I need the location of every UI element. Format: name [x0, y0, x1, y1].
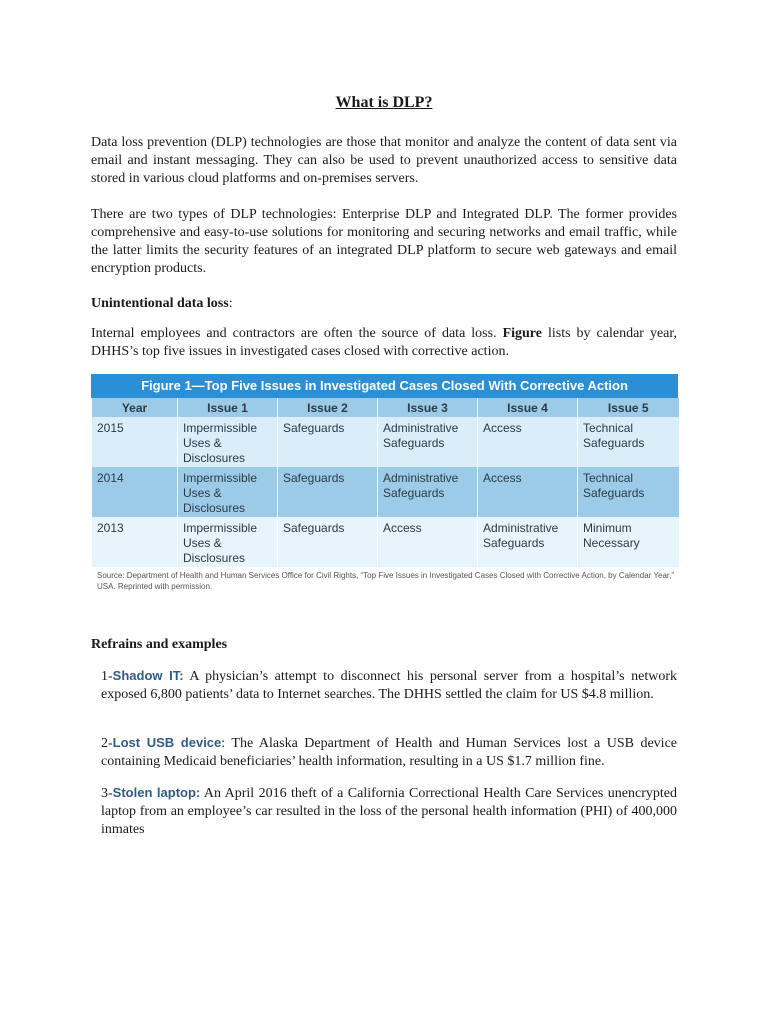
table-cell: Administrative Safeguards — [478, 517, 578, 567]
unintentional-heading-colon: : — [228, 296, 233, 311]
list-item — [101, 784, 677, 839]
table-cell: Impermissible Uses & Disclosures — [178, 417, 278, 467]
list-item-text: An April 2016 theft of a California Correctional Health Care Services unencrypted laptop from an employee’s car resulted in the loss of the personal health information (PHI) of 400,000 inmates — [101, 786, 677, 837]
figure-reference: Figure — [502, 326, 542, 341]
table-header-row — [92, 398, 679, 417]
table-cell: Technical Safeguards — [578, 417, 679, 467]
table-cell: Safeguards — [278, 417, 378, 467]
table-cell: Impermissible Uses & Disclosures — [178, 517, 278, 567]
table-row — [92, 467, 679, 517]
table-cell-year: 2014 — [92, 467, 178, 517]
table-cell: Access — [378, 517, 478, 567]
table-row — [92, 417, 679, 467]
issues-table — [91, 398, 679, 567]
header-year: Year — [92, 398, 178, 417]
figure-title: Figure 1—Top Five Issues in Investigated Cases Closed With Corrective Action — [91, 374, 678, 398]
list-item-text: : The Alaska Department of Health and Human Services lost a USB device containing Medicaid beneficiaries’ health information, resulting in a US $1.7 million fine. — [101, 736, 677, 769]
unintentional-heading-text: Unintentional data loss — [91, 296, 229, 311]
table-cell-year: 2013 — [92, 517, 178, 567]
intro-paragraph-2: There are two types of DLP technologies: Enterprise DLP and Integrated DLP. The former provides comprehensive and easy-to-use solutions for monitoring and securing networks and email traffic, while the latter limits the security features of an integrated DLP platform to secure web gateways and email encryption products. — [91, 207, 677, 276]
header-issue-1: Issue 1 — [178, 398, 278, 417]
table-cell: Administrative Safeguards — [378, 467, 478, 517]
list-item — [101, 667, 677, 704]
table-cell: Technical Safeguards — [578, 467, 679, 517]
unintentional-text-before: Internal employees and contractors are often the source of data loss. — [91, 326, 503, 341]
table-row — [92, 517, 679, 567]
table-cell-year: 2015 — [92, 417, 178, 467]
header-issue-2: Issue 2 — [278, 398, 378, 417]
list-item-label: Stolen laptop: — [112, 785, 201, 800]
list-item — [101, 734, 677, 771]
list-item-label: Shadow IT: — [112, 668, 184, 683]
refrains-heading: Refrains and examples — [91, 637, 228, 652]
list-item-label: Lost USB device — [112, 735, 222, 750]
table-cell: Minimum Necessary — [578, 517, 679, 567]
table-cell: Access — [478, 417, 578, 467]
list-item-number: 2- — [101, 736, 113, 751]
table-cell: Administrative Safeguards — [378, 417, 478, 467]
figure-source: Source: Department of Health and Human Services Office for Civil Rights, “Top Five Issues in Investigated Cases Closed with Corrective Action, by Calendar Year,” USA. Reprinted with permission. — [97, 571, 675, 591]
unintentional-paragraph — [91, 325, 677, 361]
table-cell: Impermissible Uses & Disclosures — [178, 467, 278, 517]
table-cell: Safeguards — [278, 467, 378, 517]
table-cell: Access — [478, 467, 578, 517]
figure-1 — [91, 374, 678, 598]
unintentional-heading — [91, 296, 233, 312]
header-issue-3: Issue 3 — [378, 398, 478, 417]
list-item-number: 1- — [101, 669, 113, 684]
table-cell: Safeguards — [278, 517, 378, 567]
page-title: What is DLP? — [335, 94, 433, 111]
list-item-number: 3- — [101, 786, 113, 801]
header-issue-4: Issue 4 — [478, 398, 578, 417]
unintentional-text-after: lists by calendar year, DHHS’s top five issues in investigated cases closed with corrective action. — [91, 326, 677, 359]
list-item-text: A physician’s attempt to disconnect his personal server from a hospital’s network exposed 6,800 patients’ data to Internet searches. The DHHS settled the claim for US $4.8 million. — [101, 669, 677, 702]
intro-paragraph-1: Data loss prevention (DLP) technologies are those that monitor and analyze the content of data sent via email and instant messaging. They can also be used to prevent unauthorized access to sensitive data stored in various cloud platforms and on-premises servers. — [91, 135, 677, 186]
header-issue-5: Issue 5 — [578, 398, 679, 417]
